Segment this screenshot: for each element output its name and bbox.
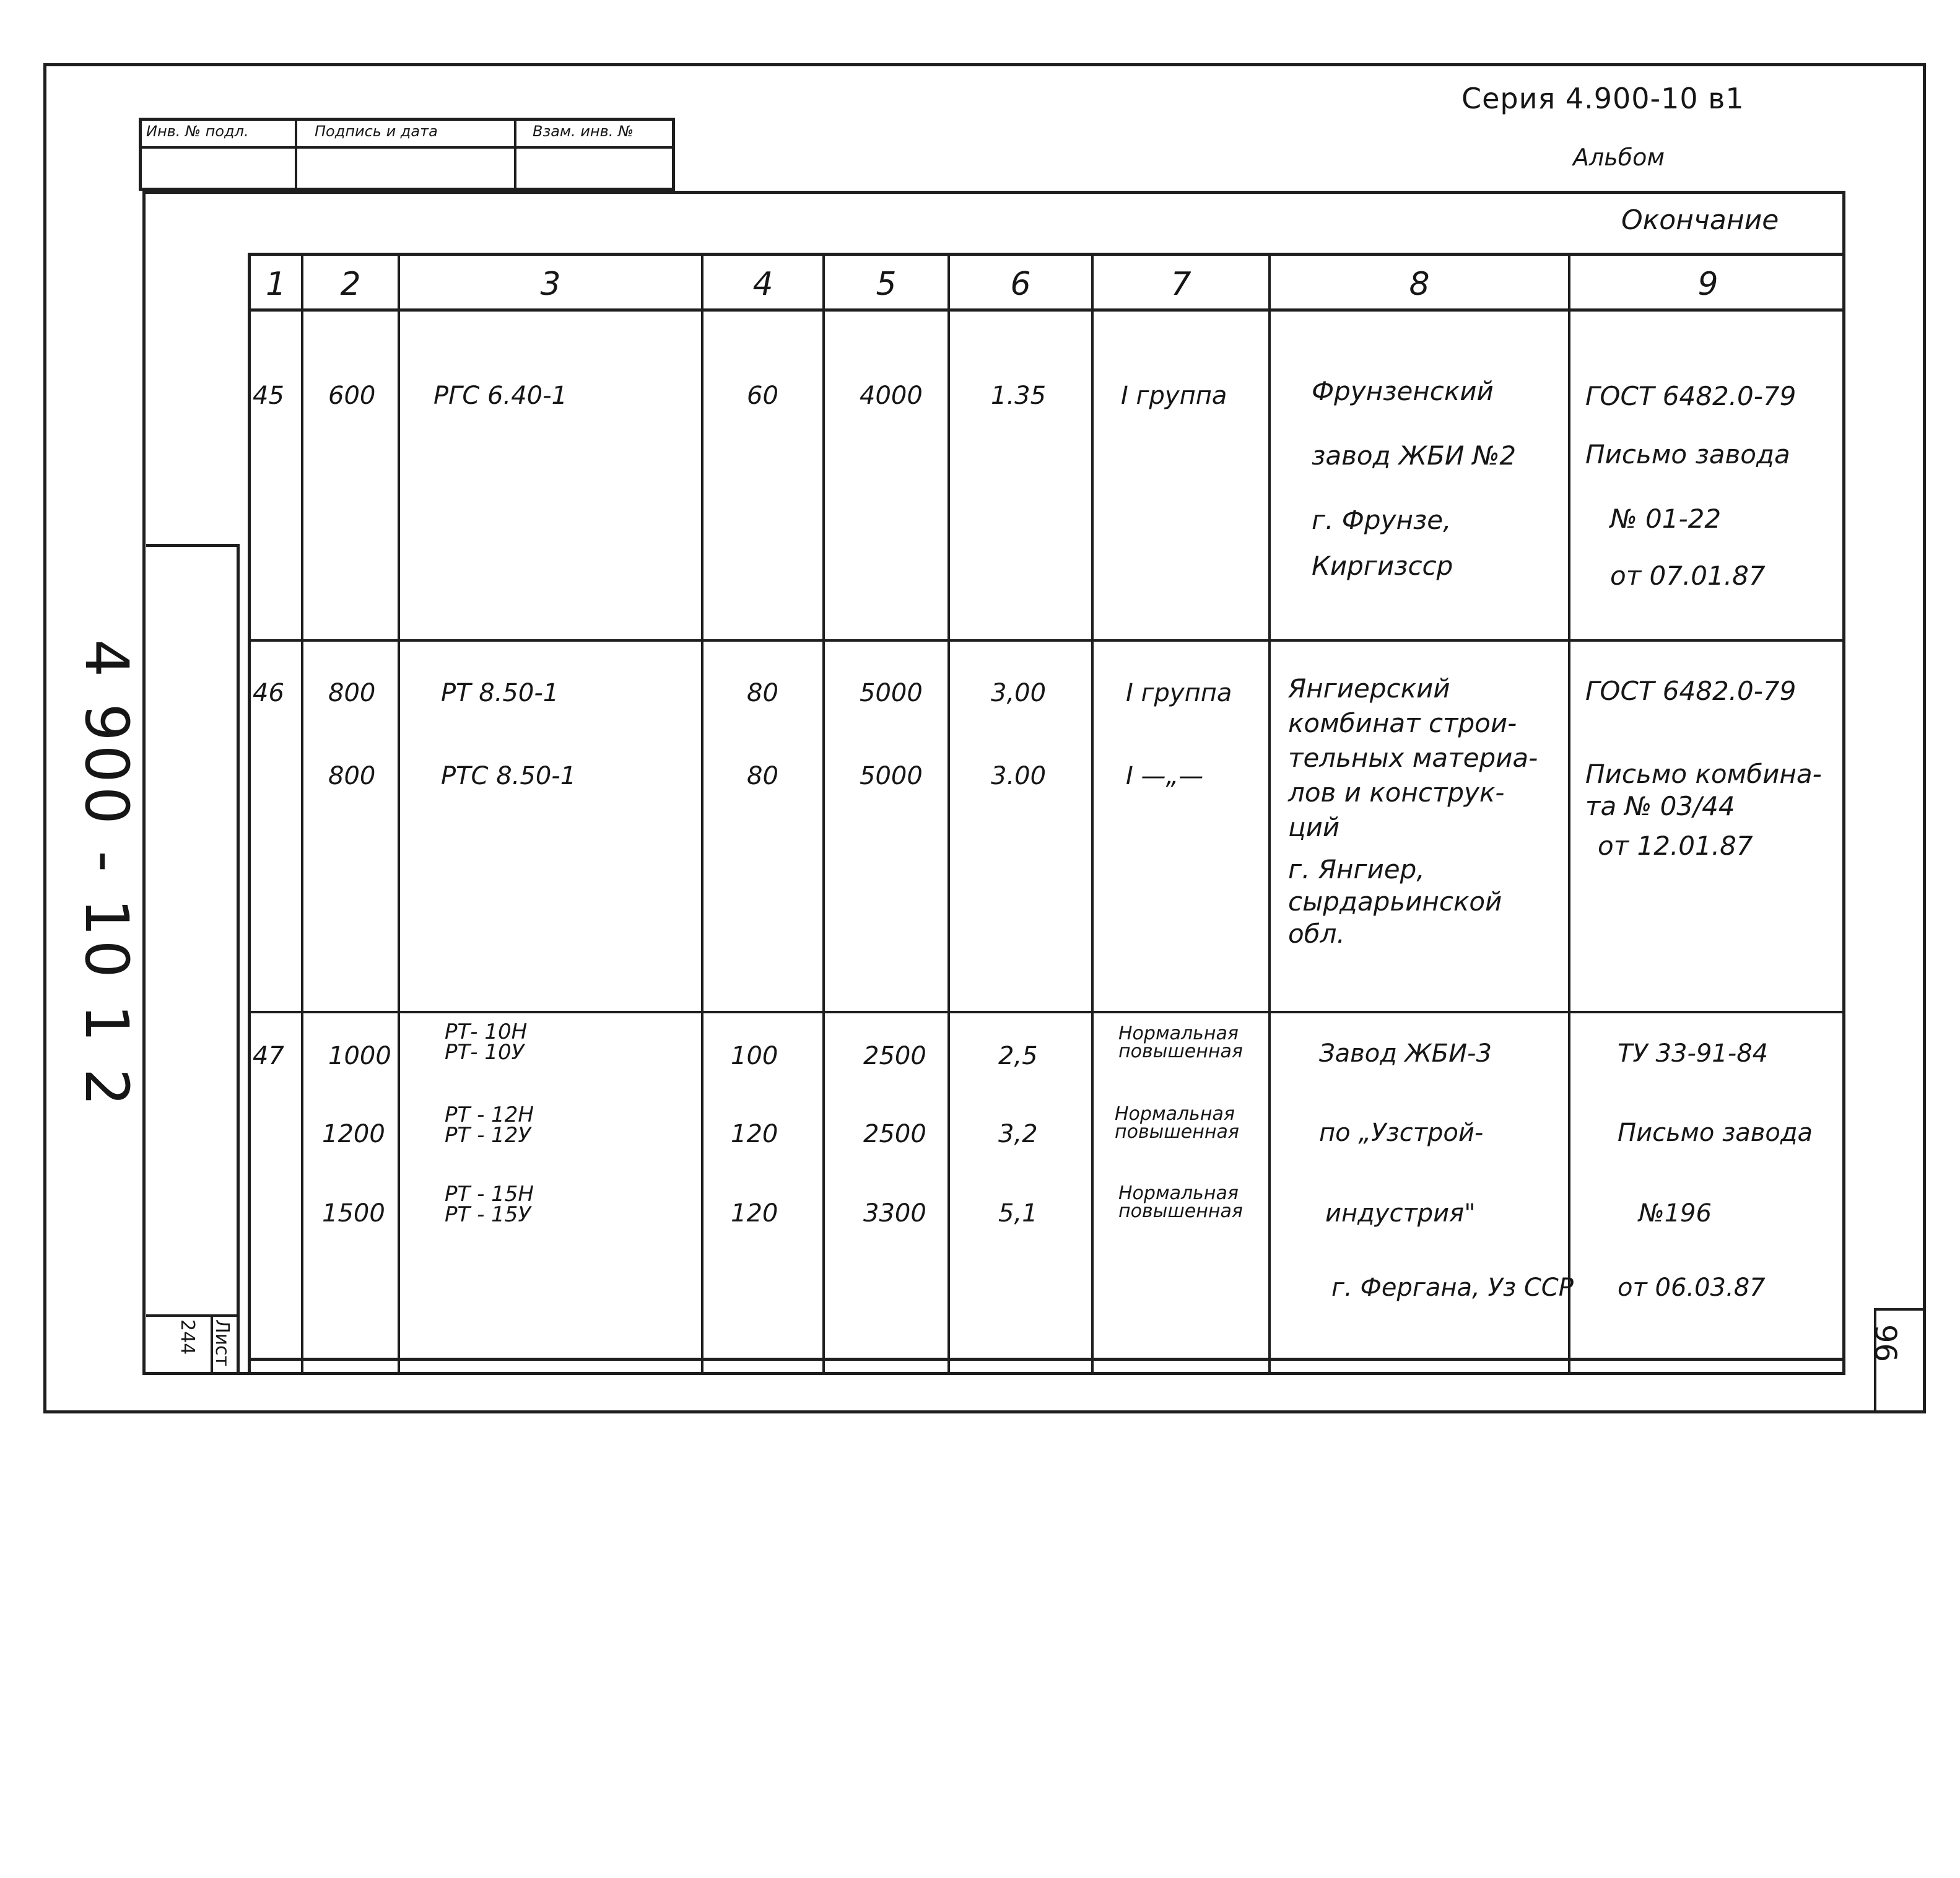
- cell-value-5: 5000: [860, 679, 923, 707]
- cell-document: Письмо завода: [1618, 1119, 1813, 1147]
- document-code: 4 900 - 10 1 2: [72, 639, 141, 1110]
- cell-value-5: 2500: [863, 1120, 926, 1148]
- manufacturer-line: г. Фрунзе,: [1312, 505, 1452, 535]
- document-line: от 07.01.87: [1610, 561, 1766, 591]
- cell-value-4: 120: [731, 1120, 778, 1148]
- cell-value-6: 2,5: [998, 1042, 1038, 1070]
- cell-diameter: 600: [328, 382, 376, 410]
- condition-line: повышенная: [1115, 1121, 1239, 1143]
- cell-mark: РГС 6.40-1: [433, 382, 567, 410]
- manufacturer-line: завод ЖБИ №2: [1312, 440, 1517, 471]
- col-header-6: 6: [1010, 266, 1031, 303]
- row-number: 45: [253, 382, 284, 410]
- mark-line: РТ- 10Н: [445, 1020, 528, 1044]
- condition-line: повышенная: [1118, 1200, 1243, 1223]
- stamp-signature-label: Подпись и дата: [315, 123, 438, 140]
- col-header-1: 1: [265, 266, 287, 303]
- cell-diameter: 1000: [328, 1042, 391, 1070]
- cell-document: ТУ 33-91-84: [1618, 1039, 1769, 1068]
- manufacturer-line: тельных материа-: [1288, 743, 1538, 773]
- cell-document: №196: [1639, 1199, 1712, 1228]
- mark-line: РТ- 10У: [445, 1040, 525, 1065]
- cell-manufacturer: индустрия": [1325, 1199, 1476, 1228]
- cell-value-6: 3.00: [991, 762, 1047, 790]
- document-line: Письмо комбина-: [1585, 759, 1822, 789]
- cell-mark-pair: [445, 1184, 534, 1226]
- binding-top: [146, 544, 239, 547]
- binding-right: [237, 544, 240, 1374]
- cell-group: I группа: [1126, 679, 1232, 707]
- col-line: [947, 253, 950, 1374]
- cell-manufacturer: Завод ЖБИ-3: [1319, 1039, 1492, 1068]
- col-line: [701, 253, 703, 1374]
- condition-line: Нормальная: [1118, 1023, 1239, 1044]
- cell-manufacturer: [1312, 375, 1516, 587]
- header-bottom-line: [248, 308, 1845, 312]
- cell-value-5: 5000: [860, 762, 923, 790]
- document-line: та № 03/44: [1585, 791, 1735, 821]
- col-header-5: 5: [876, 266, 897, 303]
- cell-value-4: 80: [747, 679, 778, 707]
- document-line: № 01-22: [1610, 504, 1722, 534]
- cell-document: от 06.03.87: [1618, 1273, 1766, 1302]
- col-line: [822, 253, 825, 1374]
- cell-value-4: 120: [731, 1199, 778, 1228]
- condition-line: Нормальная: [1118, 1182, 1239, 1204]
- manufacturer-line: сырдарьинской: [1288, 886, 1502, 917]
- stamp-divider: [139, 146, 675, 149]
- row-number: 47: [253, 1042, 284, 1070]
- table-bottom-line: [248, 1358, 1845, 1361]
- col-header-2: 2: [340, 266, 361, 303]
- condition-line: повышенная: [1118, 1041, 1243, 1063]
- manufacturer-line: Янгиерский: [1288, 673, 1450, 704]
- document-line: ГОСТ 6482.0-79: [1585, 676, 1797, 706]
- cell-value-6: 3,2: [998, 1120, 1038, 1148]
- cell-diameter: 1500: [322, 1199, 385, 1228]
- stamp-replace-label: Взам. инв. №: [533, 123, 634, 140]
- document-line: от 12.01.87: [1598, 831, 1753, 861]
- cell-value-6: 5,1: [998, 1199, 1038, 1228]
- cell-document: [1585, 380, 1796, 597]
- cell-value-5: 4000: [860, 382, 923, 410]
- col-line: [1268, 253, 1271, 1374]
- page-strip: [1874, 1308, 1925, 1311]
- col-header-8: 8: [1409, 266, 1430, 303]
- cell-value-5: 3300: [863, 1199, 926, 1228]
- col-header-4: 4: [752, 266, 773, 303]
- col-line: [1091, 253, 1094, 1374]
- col-header-3: 3: [540, 266, 561, 303]
- cell-diameter: 1200: [322, 1120, 385, 1148]
- cell-group: I группа: [1121, 382, 1227, 410]
- cell-condition-pair: [1118, 1184, 1243, 1221]
- cell-value-6: 3,00: [991, 679, 1047, 707]
- mark-line: РТ - 12Н: [445, 1103, 534, 1127]
- cell-condition-pair: [1118, 1024, 1243, 1061]
- row-divider: [248, 639, 1845, 642]
- album-label: Альбом: [1573, 144, 1665, 171]
- document-line: ГОСТ 6482.0-79: [1585, 381, 1797, 411]
- row-number: 46: [253, 679, 284, 707]
- series-title: Серия 4.900-10 в1: [1461, 82, 1744, 115]
- cell-mark-pair: [445, 1105, 534, 1146]
- cell-mark: РТС 8.50-1: [441, 762, 577, 790]
- page-number: 96: [1868, 1324, 1902, 1363]
- manufacturer-line: г. Янгиер,: [1288, 854, 1425, 884]
- row-divider: [248, 1011, 1845, 1013]
- manufacturer-line: Киргизсср: [1312, 551, 1453, 581]
- col-line: [1568, 253, 1570, 1374]
- condition-line: Нормальная: [1115, 1103, 1235, 1125]
- col-header-9: 9: [1697, 266, 1718, 303]
- col-header-7: 7: [1170, 266, 1191, 303]
- stamp-divider: [295, 118, 297, 191]
- manufacturer-line: лов и конструк-: [1288, 777, 1505, 808]
- stamp-inv-label: Инв. № подл.: [146, 123, 249, 140]
- continuation-label: Окончание: [1621, 204, 1779, 236]
- cell-value-4: 100: [731, 1042, 778, 1070]
- stamp-divider: [514, 118, 516, 191]
- sheet-label: Лист: [211, 1319, 233, 1367]
- col-line: [248, 253, 251, 1374]
- cell-value-6: 1.35: [991, 382, 1047, 410]
- cell-value-4: 80: [747, 762, 778, 790]
- cell-manufacturer: [1288, 675, 1538, 953]
- cell-manufacturer: по „Узстрой-: [1319, 1119, 1484, 1147]
- mark-line: РТ - 15Н: [445, 1182, 534, 1207]
- cell-group: I —„—: [1126, 762, 1204, 790]
- document-line: Письмо завода: [1585, 439, 1790, 470]
- manufacturer-line: Фрунзенский: [1312, 376, 1494, 406]
- cell-diameter: 800: [328, 679, 376, 707]
- cell-condition-pair: [1115, 1105, 1239, 1142]
- cell-mark-pair: [445, 1022, 527, 1063]
- manufacturer-line: ций: [1288, 812, 1340, 842]
- col-line: [301, 253, 303, 1374]
- sheet-box-top: [146, 1314, 239, 1317]
- cell-diameter: 800: [328, 762, 376, 790]
- cell-value-4: 60: [747, 382, 778, 410]
- cell-manufacturer: г. Фергана, Уз ССР: [1331, 1273, 1574, 1302]
- manufacturer-line: обл.: [1288, 919, 1345, 949]
- table-top-line: [248, 253, 1845, 256]
- sheet-number: 244: [176, 1319, 198, 1355]
- cell-document: [1585, 678, 1822, 867]
- manufacturer-line: комбинат строи-: [1288, 708, 1517, 738]
- mark-line: РТ - 15У: [445, 1202, 531, 1228]
- mark-line: РТ - 12У: [445, 1123, 531, 1148]
- cell-mark: РТ 8.50-1: [441, 679, 559, 707]
- cell-value-5: 2500: [863, 1042, 926, 1070]
- col-line: [398, 253, 400, 1374]
